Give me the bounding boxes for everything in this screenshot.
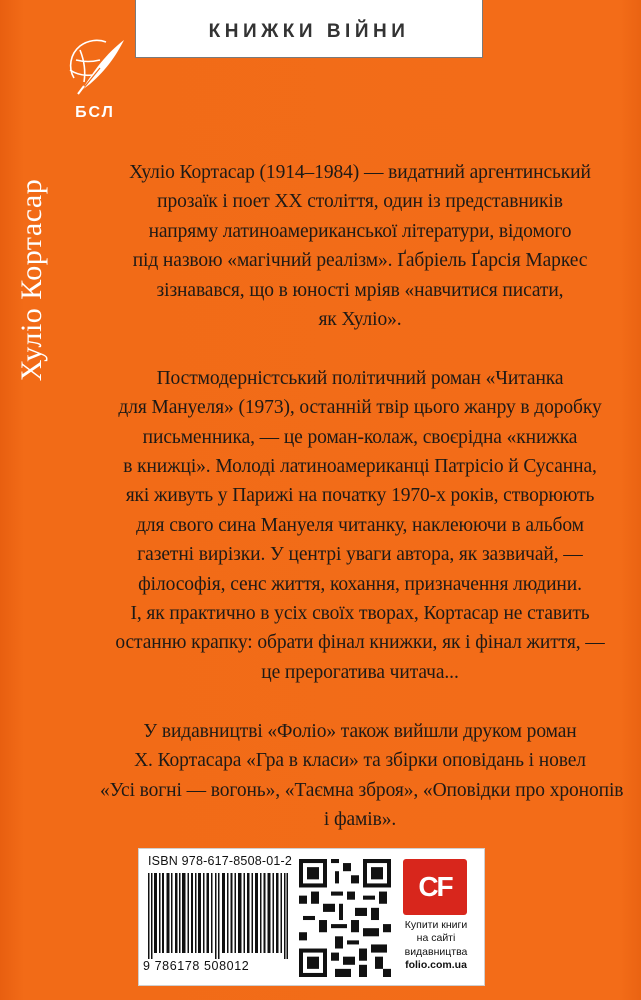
publisher-logo-text: БСЛ [75, 104, 115, 121]
blurb-line: в книжці». Молоді латиноамериканці Патрісіо й Сусанна, [123, 456, 597, 478]
ean-digits: 9 786178 508012 [143, 959, 250, 973]
blurb-line: прозаїк і поет ХХ століття, один із представників [157, 191, 563, 213]
buy-online-note [394, 919, 478, 973]
blurb-line: для Мануеля» (1973), останній твір цього жанру в доробку [118, 397, 602, 419]
blurb [100, 158, 624, 834]
blurb-line: письменника, — це роман-колаж, своєрідна «книжка [142, 426, 578, 448]
blurb-line: Постмодерністський політичний роман «Читанка [156, 367, 564, 389]
blurb-line: І, як практично в усіх своїх творах, Кортасар не ставить [130, 603, 590, 625]
blurb-line: філософія, сенс життя, кохання, призначення людини. [138, 573, 582, 595]
quill-globe-icon [60, 30, 130, 102]
blurb-line: це прерогатива читача... [261, 661, 459, 683]
blurb-line: зізнавався, що в юності мріяв «навчитися писати, [156, 279, 564, 301]
publisher-logo [60, 30, 130, 121]
folio-logo [403, 859, 467, 915]
blurb-line: газетні вирізки. У центрі уваги автора, як зазвичай, — [137, 544, 583, 566]
folio-logo-text: CF [418, 871, 452, 902]
buy-note-line: на сайті [416, 932, 456, 945]
qr-code[interactable] [299, 859, 391, 977]
blurb-line: У видавництві «Фоліо» також вийшли друком роман [143, 720, 577, 742]
blurb-line: і фамів». [323, 808, 397, 830]
buy-note-line: Купити книги [404, 919, 468, 931]
blurb-line: Хуліо Кортасар (1914–1984) — видатний аргентинський [129, 162, 591, 183]
blurb-line: під назвою «магічний реалізм». Ґабріель Ґарсія Маркес [132, 250, 588, 272]
spine-author-name: Хуліо Кортасар [15, 178, 48, 382]
barcode-panel [138, 848, 485, 986]
buy-note-line: видавництва [404, 945, 468, 958]
blurb-paragraph [100, 717, 624, 835]
blurb-line: останню крапку: обрати фінал книжки, як і фінал життя, — [115, 632, 605, 654]
blurb-paragraph [100, 158, 620, 334]
spine-author [12, 178, 52, 382]
blurb-paragraph [100, 364, 620, 687]
blurb-line: напряму латиноамериканської літератури, відомого [148, 220, 572, 242]
blurb-line: «Усі вогні — вогонь», «Таємна зброя», «Оповідки про хронопів [100, 779, 624, 801]
series-banner [135, 0, 483, 58]
series-title: КНИЖКИ ВІЙНИ [208, 20, 410, 42]
website-link[interactable]: folio.com.ua [405, 959, 467, 972]
ean-barcode [148, 873, 288, 959]
blurb-line: які живуть у Парижі на початку 1970-х років, створюють [125, 485, 595, 507]
blurb-line: як Хуліо». [318, 309, 402, 331]
isbn-number: ISBN 978-617-8508-01-2 [148, 854, 293, 868]
blurb-line: Х. Кортасара «Гра в класи» та збірки оповідань і новел [134, 750, 586, 772]
blurb-line: для свого сина Мануеля читанку, наклеюючи в альбом [136, 514, 584, 536]
